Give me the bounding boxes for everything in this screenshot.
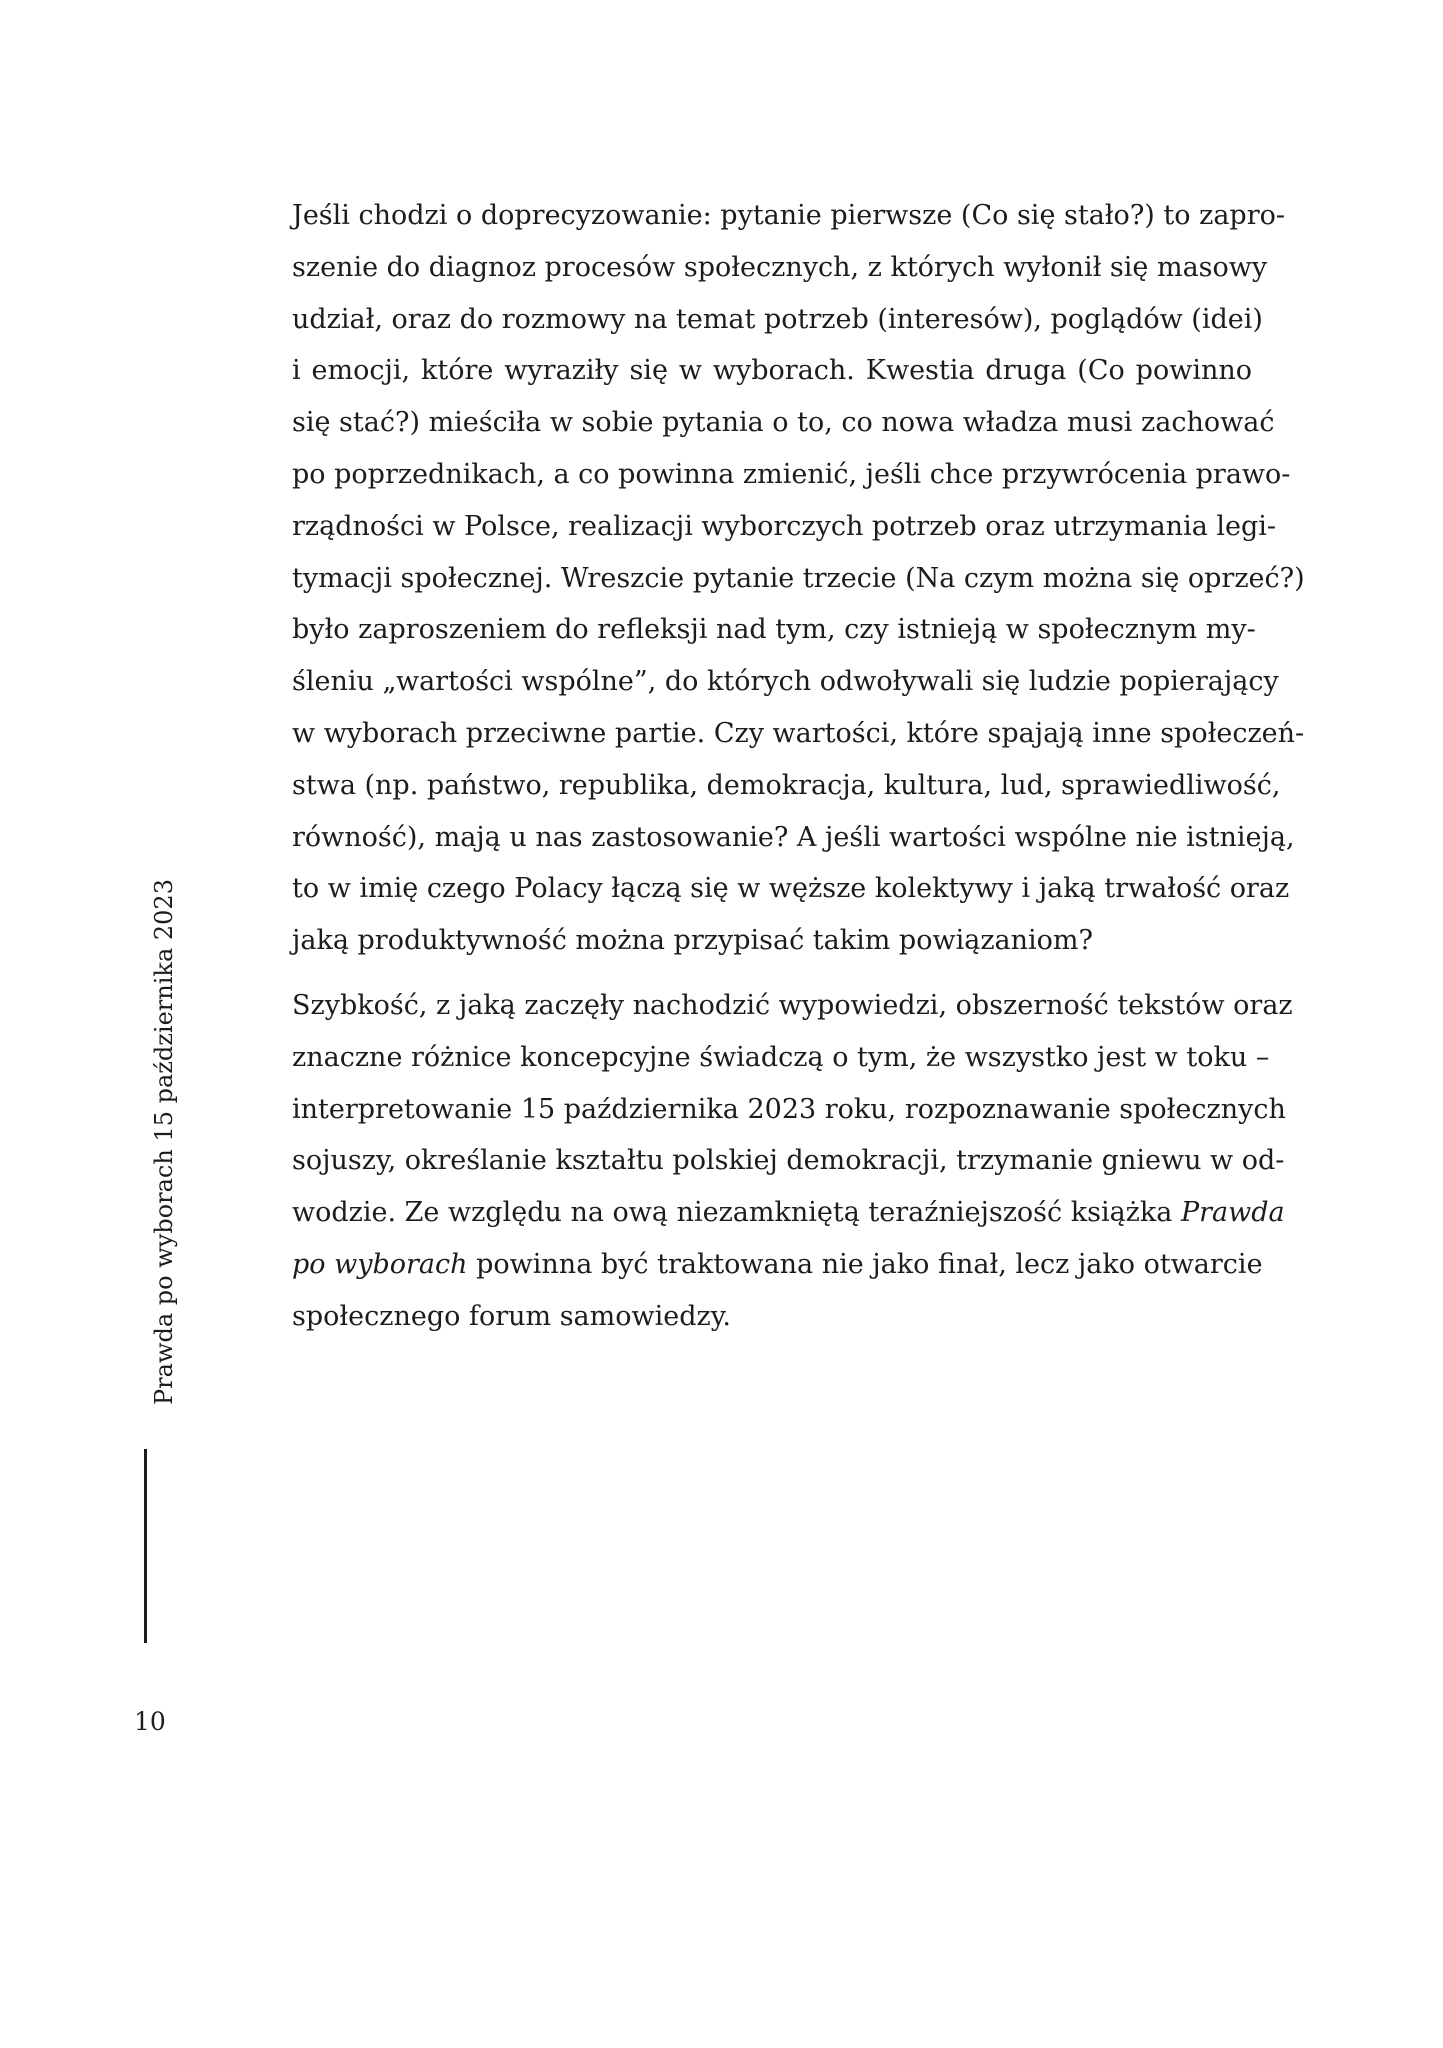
paragraph-2 [292,980,1293,1343]
text-line: było zaproszeniem do refleksji nad tym, czy istnieją w społecznym my- [292,614,1256,646]
text-line: tymacji społecznej. Wreszcie pytanie trzecie (Na czym można się oprzeć?) [292,562,1305,594]
text-line: w wyborach przeciwne partie. Czy wartości, które spajają inne społeczeń- [292,717,1305,749]
paragraph-1 [292,190,1305,967]
text-line: sojuszy, określanie kształtu polskiej demokracji, trzymanie gniewu w od- [292,1145,1285,1177]
line-text: wodzie. Ze względu na ową niezamkniętą teraźniejszość książka [292,1197,1181,1229]
vertical-rule [144,1449,147,1643]
text-line [292,1239,1263,1291]
text-line: jaką produktywność można przypisać takim powiązaniom? [292,925,1093,957]
text-line [292,1187,1285,1239]
text-line: rządności w Polsce, realizacji wyborczych potrzeb oraz utrzymania legi- [292,510,1277,542]
text-line: stwa (np. państwo, republika, demokracja, kultura, lud, sprawiedliwość, [292,769,1281,801]
text-line: szenie do diagnoz procesów społecznych, z których wyłonił się masowy [292,251,1268,283]
text-line: to w imię czego Polacy łączą się w węższe kolektywy i jaką trwałość oraz [292,873,1290,905]
page-number: 10 [134,1707,166,1736]
line-text: powinna być traktowana nie jako finał, lecz jako otwarcie [467,1248,1263,1280]
text-line: udział, oraz do rozmowy na temat potrzeb (interesów), poglądów (idei) [292,303,1263,335]
book-title-italic: po wyborach [292,1248,468,1280]
text-line: i emocji, które wyraziły się w wyborach. Kwestia druga (Co powinno [292,355,1252,387]
text-line: śleniu „wartości wspólne”, do których odwoływali się ludzie popierający [292,666,1279,698]
text-line: równość), mają u nas zastosowanie? A jeśli wartości wspólne nie istnieją, [292,821,1295,853]
text-line: po poprzednikach, a co powinna zmienić, jeśli chce przywrócenia prawo- [292,458,1291,490]
text-line: znaczne różnice koncepcyjne świadczą o tym, że wszystko jest w toku – [292,1041,1270,1073]
running-head: Prawda po wyborach 15 października 2023 [150,879,178,1405]
body-text [292,190,1305,1343]
text-line: społecznego forum samowiedzy. [292,1300,731,1332]
text-line: Jeśli chodzi o doprecyzowanie: pytanie pierwsze (Co się stało?) to zapro- [292,200,1285,231]
text-line: się stać?) mieściła w sobie pytania o to, co nowa władza musi zachować [292,407,1275,439]
text-line: Szybkość, z jaką zaczęły nachodzić wypowiedzi, obszerność tekstów oraz [292,989,1293,1021]
paragraph-gap [292,967,1252,980]
book-title-italic: Prawda [1180,1197,1285,1229]
text-line: interpretowanie 15 października 2023 roku, rozpoznawanie społecznych [292,1093,1286,1125]
